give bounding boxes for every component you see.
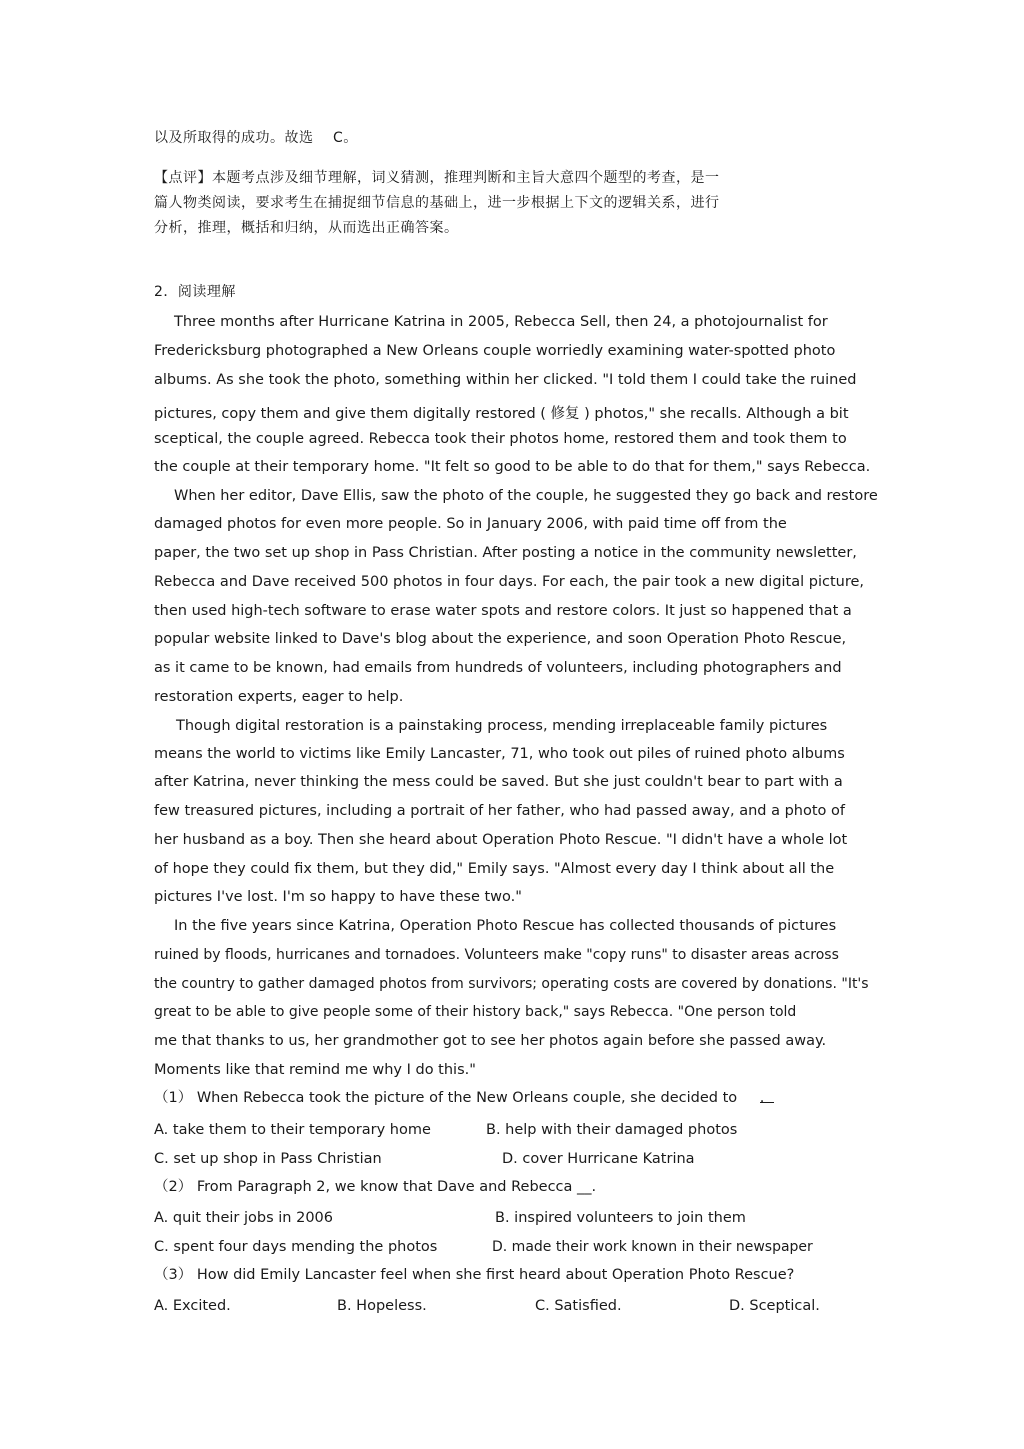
passage-line: popular website linked to Dave's blog about the experience, and soon Operation Photo Rescue, — [154, 631, 847, 647]
option-b[interactable]: B. inspired volunteers to join them — [495, 1210, 746, 1226]
passage-line: the couple at their temporary home. "It felt so good to be able to do that for them," says Rebecca. — [154, 459, 871, 475]
question-stem: （3） How did Emily Lancaster feel when she first heard about Operation Photo Rescue? — [154, 1267, 795, 1283]
passage-line: as it came to be known, had emails from hundreds of volunteers, including photographers and — [154, 660, 842, 676]
option-b[interactable]: B. Hopeless. — [337, 1298, 427, 1314]
passage-line: In the five years since Katrina, Operation Photo Rescue has collected thousands of pictures — [174, 918, 837, 934]
passage-line: few treasured pictures, including a portrait of her father, who had passed away, and a photo of — [154, 803, 846, 819]
passage-line: pictures I've lost. I'm so happy to have these two." — [154, 889, 522, 905]
question-stem — [154, 1088, 774, 1108]
previous-answer-line: 以及所取得的成功。故选 C。 — [154, 130, 358, 146]
section-title: 2．阅读理解 — [154, 284, 236, 300]
passage-line: Moments like that remind me why I do this." — [154, 1062, 476, 1078]
option-c[interactable]: C. Satisfied. — [535, 1298, 622, 1314]
option-c[interactable]: C. set up shop in Pass Christian — [154, 1151, 382, 1167]
passage-line: paper, the two set up shop in Pass Christian. After posting a notice in the community newsletter, — [154, 545, 857, 561]
passage-line: ruined by floods, hurricanes and tornadoes. Volunteers make "copy runs" to disaster areas across — [154, 947, 839, 963]
passage-line: damaged photos for even more people. So in January 2006, with paid time off from the — [154, 516, 787, 532]
passage-line: after Katrina, never thinking the mess could be saved. But she just couldn't bear to part with a — [154, 774, 843, 790]
comment-line: 分析，推理，概括和归纳，从而选出正确答案。 — [154, 220, 459, 236]
passage-line: her husband as a boy. Then she heard about Operation Photo Rescue. "I didn't have a whole lot — [154, 832, 848, 848]
passage-line: Three months after Hurricane Katrina in 2005, Rebecca Sell, then 24, a photojournalist for — [174, 314, 828, 330]
option-d[interactable]: D. Sceptical. — [729, 1298, 820, 1314]
passage-line: the country to gather damaged photos from survivors; operating costs are covered by donations. "It's — [154, 976, 869, 992]
answer-blank[interactable]: . — [760, 1088, 774, 1103]
option-a[interactable]: A. take them to their temporary home — [154, 1122, 431, 1138]
passage-line: albums. As she took the photo, something within her clicked. "I told them I could take the ruined — [154, 372, 857, 388]
passage-line: Fredericksburg photographed a New Orleans couple worriedly examining water-spotted photo — [154, 343, 836, 359]
question-stem: （2） From Paragraph 2, we know that Dave and Rebecca __. — [154, 1179, 597, 1195]
passage-line: means the world to victims like Emily Lancaster, 71, who took out piles of ruined photo albums — [154, 746, 845, 762]
passage-line: restoration experts, eager to help. — [154, 689, 404, 705]
comment-line: 【点评】本题考点涉及细节理解，词义猜测，推理判断和主旨大意四个题型的考查，是一 — [154, 170, 720, 186]
option-c[interactable]: C. spent four days mending the photos — [154, 1239, 438, 1255]
passage-line: then used high-tech software to erase water spots and restore colors. It just so happened that a — [154, 603, 852, 619]
passage-line: great to be able to give people some of their history back," says Rebecca. "One person told — [154, 1004, 797, 1020]
passage-line: sceptical, the couple agreed. Rebecca took their photos home, restored them and took them to — [154, 431, 847, 447]
option-a[interactable]: A. quit their jobs in 2006 — [154, 1210, 333, 1226]
question-stem-text: （1） When Rebecca took the picture of the New Orleans couple, she decided to — [154, 1090, 738, 1106]
passage-line: Though digital restoration is a painstaking process, mending irreplaceable family pictures — [176, 718, 828, 734]
option-d[interactable]: D. made their work known in their newspaper — [492, 1239, 813, 1255]
option-a[interactable]: A. Excited. — [154, 1298, 231, 1314]
passage-line: When her editor, Dave Ellis, saw the photo of the couple, he suggested they go back and restore — [174, 488, 878, 504]
passage-line: of hope they could fix them, but they did," Emily says. "Almost every day I think about all the — [154, 861, 835, 877]
passage-line: me that thanks to us, her grandmother got to see her photos again before she passed away. — [154, 1033, 827, 1049]
option-d[interactable]: D. cover Hurricane Katrina — [502, 1151, 695, 1167]
option-b[interactable]: B. help with their damaged photos — [486, 1122, 738, 1138]
passage-line: pictures, copy them and give them digitally restored ( 修复 ) photos," she recalls. Although a bit — [154, 406, 849, 422]
comment-line: 篇人物类阅读，要求考生在捕捉细节信息的基础上，进一步根据上下文的逻辑关系，进行 — [154, 195, 720, 211]
passage-line: Rebecca and Dave received 500 photos in four days. For each, the pair took a new digital picture, — [154, 574, 865, 590]
